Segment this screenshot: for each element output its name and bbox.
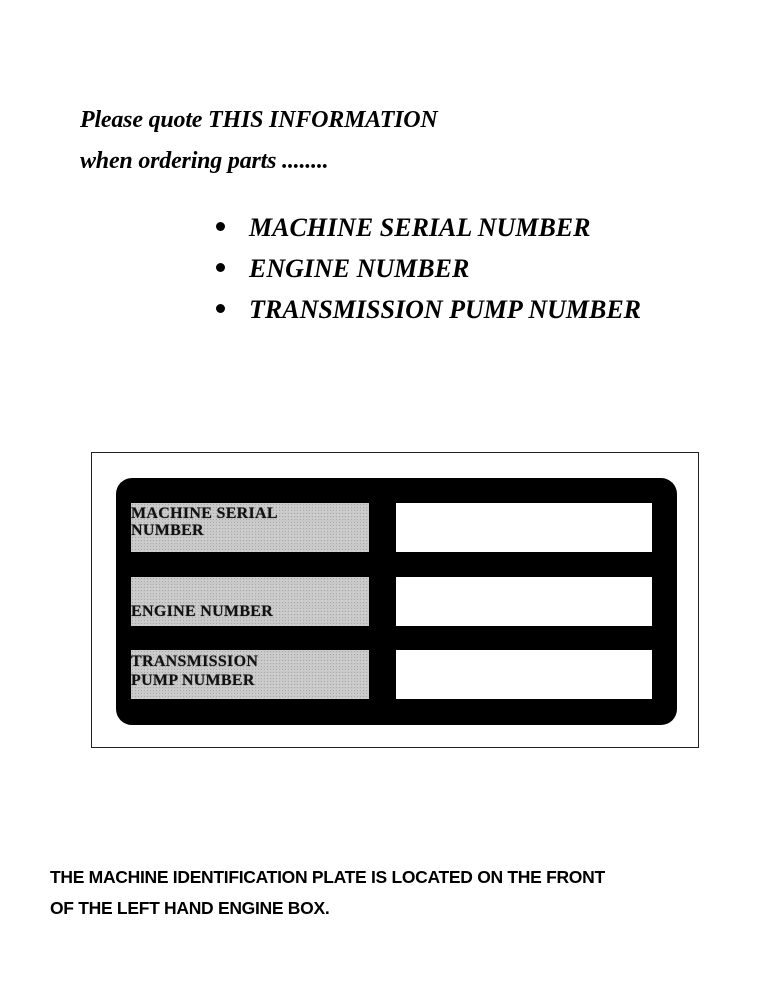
- plate-label-line-2: PUMP NUMBER: [131, 672, 255, 689]
- engine-number-field: [396, 577, 652, 626]
- note-line-1: THE MACHINE IDENTIFICATION PLATE IS LOCATED ON THE FRONT: [50, 867, 605, 887]
- transmission-pump-number-field: [396, 650, 652, 699]
- list-item: [214, 248, 641, 289]
- intro-line-2: when ordering parts ........: [80, 148, 329, 174]
- machine-identification-plate: [116, 478, 677, 725]
- plate-label-line-2: NUMBER: [131, 522, 204, 539]
- plate-label-transmission-pump: [131, 650, 369, 699]
- plate-label-line-1: MACHINE SERIAL: [131, 505, 278, 522]
- list-item: [214, 289, 641, 330]
- plate-label-engine: [131, 577, 369, 626]
- list-item: [214, 207, 641, 248]
- note-line-2: OF THE LEFT HAND ENGINE BOX.: [50, 898, 330, 918]
- bullet-icon: [216, 222, 225, 231]
- plate-location-note: [50, 862, 605, 924]
- list-item-label: MACHINE SERIAL NUMBER: [249, 213, 591, 242]
- intro-text: [80, 100, 438, 182]
- list-item-label: ENGINE NUMBER: [249, 254, 470, 283]
- required-info-list: [214, 207, 641, 330]
- intro-line-1: Please quote THIS INFORMATION: [80, 107, 438, 133]
- plate-label-line-2: ENGINE NUMBER: [131, 603, 274, 620]
- plate-label-line-1: TRANSMISSION: [131, 653, 259, 670]
- bullet-icon: [216, 263, 225, 272]
- plate-label-machine-serial: [131, 503, 369, 552]
- list-item-label: TRANSMISSION PUMP NUMBER: [249, 295, 642, 324]
- bullet-icon: [216, 304, 225, 313]
- machine-serial-number-field: [396, 503, 652, 552]
